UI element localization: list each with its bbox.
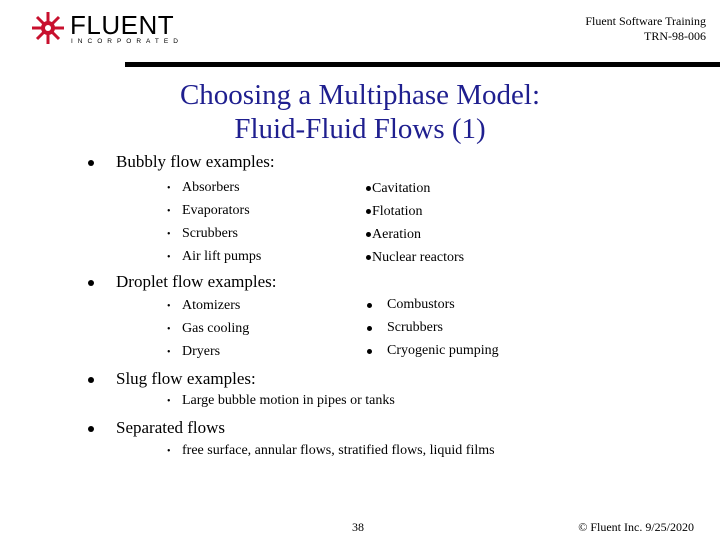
training-title: Fluent Software Training [585,14,706,28]
section-bullet [88,280,94,286]
logo-subtitle: INCORPORATED [71,38,183,45]
list-item: Large bubble motion in pipes or tanks [182,393,395,408]
list-item: Air lift pumps [182,249,262,264]
list-item-text: Cavitation [372,181,431,196]
sub-bullet [367,303,372,308]
list-item [366,250,464,266]
sub-bullet [366,186,371,191]
sub-bullet [367,349,372,354]
sub-bullet [366,255,371,260]
slide-title-line2: Fluid-Fluid Flows (1) [234,113,486,145]
training-code: TRN-98-006 [644,29,706,43]
list-item-text: Nuclear reactors [372,250,465,265]
copyright-notice: © Fluent Inc. 9/25/2020 [578,520,694,534]
slide-title-line1: Choosing a Multiphase Model: [179,79,541,111]
sub-bullet: • [167,252,171,263]
sub-bullet: • [167,301,171,312]
slide-title [0,78,720,146]
list-item: Scrubbers [182,226,238,241]
section-heading-separated: Separated flows [116,418,226,437]
sub-bullet [367,326,372,331]
fluent-logo-icon [30,10,70,46]
sub-bullet: • [167,324,171,335]
section-heading-slug: Slug flow examples: [116,369,256,388]
list-item: free surface, annular flows, stratified flows, liquid films [182,443,495,458]
list-item: Gas cooling [182,321,250,336]
list-item: Dryers [182,344,221,359]
sub-bullet: • [167,229,171,240]
sub-bullet [366,209,371,214]
section-bullet [88,160,94,166]
list-item: Evaporators [182,203,250,218]
sub-bullet: • [167,396,171,407]
list-item-text: Flotation [372,204,423,219]
list-item [366,204,423,220]
sub-bullet [366,232,371,237]
list-item: Combustors [387,297,455,312]
list-item-text: Aeration [372,227,421,242]
list-item: Atomizers [182,298,241,313]
list-item [366,181,430,197]
sub-bullet: • [167,183,171,194]
section-heading-bubbly: Bubbly flow examples: [116,152,275,171]
section-bullet [88,377,94,383]
list-item: Absorbers [182,180,240,195]
list-item [366,227,421,243]
section-heading-droplet: Droplet flow examples: [116,272,277,291]
list-item: Cryogenic pumping [387,343,499,358]
header-rule [125,62,720,67]
sub-bullet: • [167,446,171,457]
logo-wordmark: FLUENT [70,10,175,40]
section-bullet [88,426,94,432]
training-label [585,14,706,44]
page-number: 38 [352,520,364,534]
sub-bullet: • [167,206,171,217]
list-item: Scrubbers [387,320,443,335]
sub-bullet: • [167,347,171,358]
